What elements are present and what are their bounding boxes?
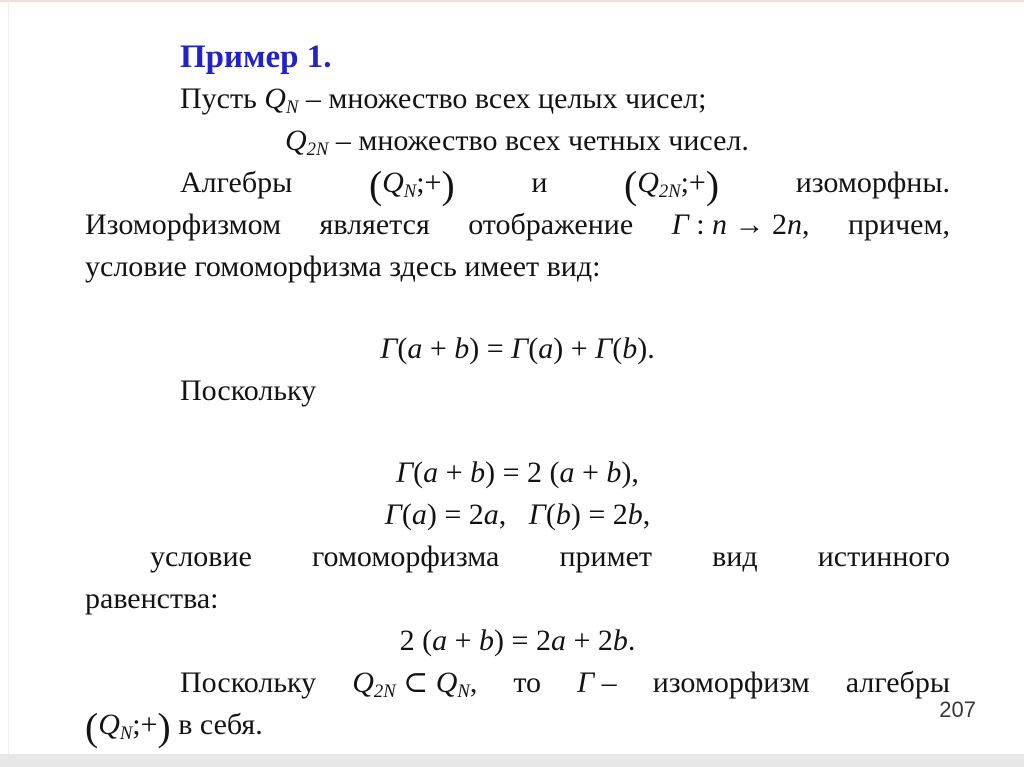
- line-ravenstva: равенства:: [85, 582, 219, 615]
- line-uslovie-primet: [85, 536, 950, 578]
- slide-top-border: [0, 0, 1024, 2]
- gamma-mapping-term: Γ : n → 2n,: [671, 208, 810, 241]
- line-poskolku-subset: [85, 662, 950, 704]
- word: вид: [712, 540, 758, 573]
- formula-arithmetic-identity: 2 (a + b) = 2a + 2b.: [399, 624, 636, 657]
- word: то: [513, 666, 542, 699]
- line-izomorfizmom: [85, 204, 950, 246]
- word: гомоморфизма: [311, 540, 500, 573]
- line-poskolku: Поскольку: [180, 374, 317, 407]
- line-q2n: Q2N – множество всех четных чисел.: [285, 124, 749, 161]
- word: является: [319, 208, 430, 241]
- formula-gamma-sum: Γ(a + b) = 2 (a + b),: [396, 456, 639, 489]
- algebra-q2n-term: (Q2N;+): [624, 162, 720, 207]
- line-algebry-isomorphic: [85, 162, 950, 207]
- word: истинного: [817, 540, 950, 573]
- blank-line: [85, 288, 950, 328]
- word: причем,: [847, 208, 950, 241]
- word: отображение: [468, 208, 634, 241]
- slide-title: Пример 1.: [180, 39, 332, 75]
- formula-gamma-values: Γ(a) = 2a, Γ(b) = 2b,: [384, 498, 651, 531]
- slide-content: [85, 36, 950, 749]
- algebra-qn-term: (QN;+): [368, 162, 455, 207]
- word: и: [531, 166, 548, 199]
- word: примет: [559, 540, 653, 573]
- word: изоморфны.: [795, 166, 950, 199]
- formula-homomorphism-condition: Γ(a + b) = Γ(a) + Γ(b).: [380, 332, 655, 365]
- blank-line: [85, 412, 950, 452]
- word: Γ –: [577, 666, 617, 699]
- line-qn-v-sebya: (QN;+) в себя.: [85, 704, 263, 749]
- slide-bottom-border: [0, 754, 1024, 767]
- word: Изоморфизмом: [85, 208, 282, 241]
- slide-left-border: [8, 0, 9, 767]
- word: условие: [150, 540, 252, 573]
- word: Поскольку: [180, 666, 317, 699]
- line-pust-qn: Пусть QN – множество всех целых чисел;: [180, 82, 707, 119]
- line-uslovie-vid: условие гомоморфизма здесь имеет вид:: [85, 250, 601, 283]
- page-number: 207: [939, 697, 976, 722]
- title-line: [85, 36, 950, 78]
- word: алгебры: [845, 666, 950, 699]
- word: изоморфизм: [652, 666, 810, 699]
- word: Алгебры: [180, 166, 293, 199]
- subset-relation-term: Q2N ⊂ QN,: [352, 666, 478, 703]
